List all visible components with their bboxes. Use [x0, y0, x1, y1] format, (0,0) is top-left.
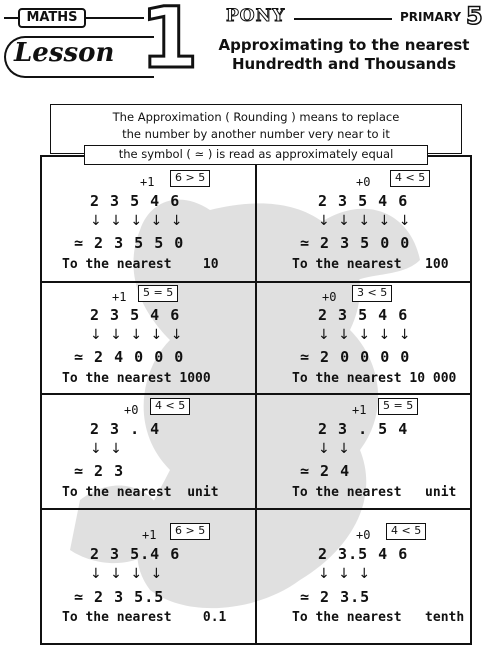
rounded-number: ≃ 2 3 5 0 0: [300, 234, 411, 252]
grid-divider-row-2: [42, 393, 470, 395]
carry-mark: +0: [356, 175, 371, 189]
original-number: 2 3 5 4 6: [318, 306, 409, 324]
grid-divider-vertical: [255, 157, 257, 643]
comparison-box: 4 < 5: [390, 170, 430, 187]
original-number: 2 3 5.4 6: [90, 545, 181, 563]
original-number: 2 3 . 4: [90, 420, 161, 438]
publisher-logo: PONY: [226, 6, 286, 26]
comparison-box: 6 > 5: [170, 523, 210, 540]
rounded-number: ≃ 2 3: [74, 462, 125, 480]
header-rule-left: [4, 17, 18, 19]
rounded-number: ≃ 2 3.5: [300, 588, 371, 606]
arrow-row: ↓ ↓ ↓ ↓ ↓: [318, 327, 413, 343]
carry-mark: +1: [140, 175, 155, 189]
comparison-box: 5 = 5: [138, 285, 178, 302]
rounding-caption: To the nearest unit: [292, 485, 457, 500]
rounding-caption: To the nearest unit: [62, 485, 219, 500]
arrow-row: ↓ ↓ ↓ ↓ ↓: [318, 213, 413, 229]
rounding-caption: To the nearest 1000: [62, 371, 211, 386]
definition-line-1: The Approximation ( Rounding ) means to replace: [112, 110, 400, 124]
original-number: 2 3 5 4 6: [90, 306, 181, 324]
rounding-caption: To the nearest 0.1: [62, 610, 227, 625]
original-number: 2 3 5 4 6: [318, 192, 409, 210]
comparison-box: 3 < 5: [352, 285, 392, 302]
original-number: 2 3.5 4 6: [318, 545, 409, 563]
arrow-row: ↓ ↓: [90, 441, 124, 457]
carry-mark: +1: [142, 528, 157, 542]
rounded-number: ≃ 2 3 5 5 0: [74, 234, 185, 252]
rounded-number: ≃ 2 0 0 0 0: [300, 348, 411, 366]
page-title: [206, 36, 482, 74]
definition-line-2: the number by another number very near to it: [122, 127, 390, 141]
carry-mark: +1: [352, 403, 367, 417]
original-number: 2 3 5 4 6: [90, 192, 181, 210]
rounding-caption: To the nearest tenth: [292, 610, 465, 625]
symbol-note: the symbol ( ≃ ) is read as approximately equal: [84, 145, 428, 165]
title-line-2: Hundredth and Thousands: [231, 55, 457, 73]
header-rule-right: [294, 18, 392, 20]
rounding-caption: To the nearest 100: [292, 257, 449, 272]
arrow-row: ↓ ↓: [318, 441, 352, 457]
lesson-word: Lesson: [14, 38, 115, 68]
carry-mark: +0: [124, 403, 139, 417]
arrow-row: ↓ ↓ ↓ ↓ ↓: [90, 327, 185, 343]
arrow-row: ↓ ↓ ↓ ↓ ↓: [90, 213, 185, 229]
carry-mark: +1: [112, 290, 127, 304]
rounding-caption: To the nearest 10 000: [292, 371, 457, 386]
rounding-caption: To the nearest 10: [62, 257, 219, 272]
grid-divider-row-3: [42, 508, 470, 510]
level-number: 5: [466, 2, 483, 30]
original-number: 2 3 . 5 4: [318, 420, 409, 438]
header-rule-mid: [86, 17, 144, 19]
lesson-number: 1: [140, 0, 199, 87]
comparison-box: 6 > 5: [170, 170, 210, 187]
subject-tag: MATHS: [18, 8, 86, 28]
rounded-number: ≃ 2 4 0 0 0: [74, 348, 185, 366]
carry-mark: +0: [356, 528, 371, 542]
rounded-number: ≃ 2 4: [300, 462, 351, 480]
arrow-row: ↓ ↓ ↓ ↓: [90, 566, 165, 582]
rounded-number: ≃ 2 3 5.5: [74, 588, 165, 606]
comparison-box: 4 < 5: [150, 398, 190, 415]
comparison-box: 5 = 5: [378, 398, 418, 415]
level-word: PRIMARY: [400, 10, 462, 24]
arrow-row: ↓ ↓ ↓: [318, 566, 373, 582]
grid-divider-row-1: [42, 281, 470, 283]
carry-mark: +0: [322, 290, 337, 304]
comparison-box: 4 < 5: [386, 523, 426, 540]
title-line-1: Approximating to the nearest: [218, 36, 470, 54]
